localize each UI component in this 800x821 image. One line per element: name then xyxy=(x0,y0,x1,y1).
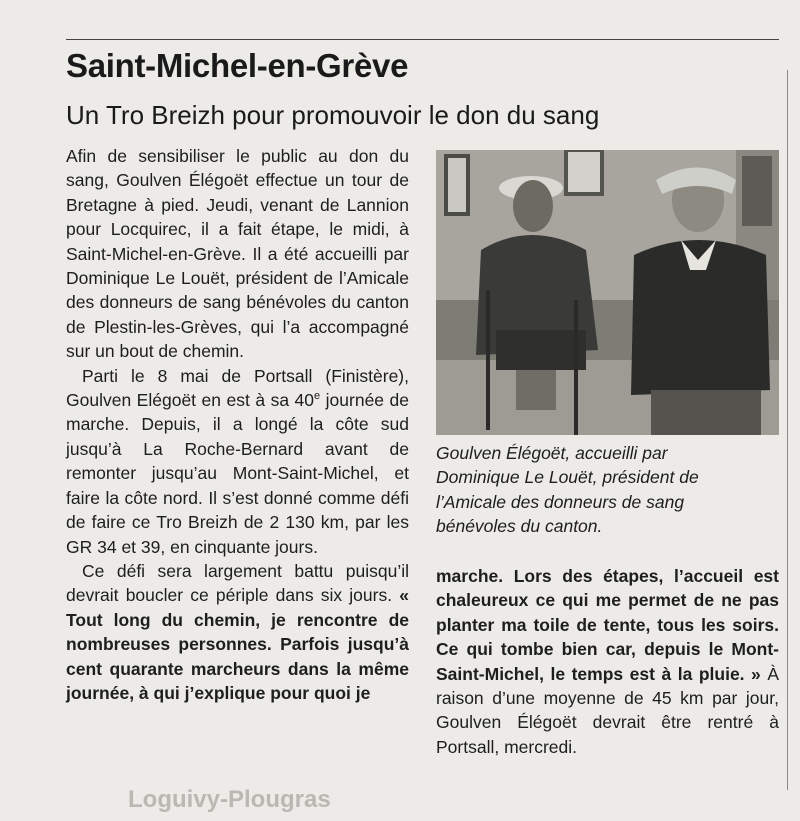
caption-line: Dominique Le Louët, président de xyxy=(436,467,699,488)
quote-part-2: marche. Lors des étapes, l’accueil est chaleureux ce qui me permet de ne pas planter ma toile de tente, tous les soirs. Ce qui tombe bien car, depuis le Mont-Saint-Michel, le temps est à la pluie. » xyxy=(436,566,779,684)
adjacent-article-bleed-top xyxy=(440,0,800,30)
location-headline: Saint-Michel-en-Grève xyxy=(66,47,409,84)
quote-part-1: « Tout long du chemin, je rencontre de nombreuses personnes. Parfois jusqu’à cent quarante marcheurs dans la même journée, à qui j’explique pour quoi je xyxy=(66,585,409,703)
adjacent-heading: Loguivy-Plougras xyxy=(128,786,331,813)
paragraph-3: Ce défi sera largement battu puisqu’il devrait boucler ce périple dans six jours. « Tout long du chemin, je rencontre de nombreuses personnes. Parfois jusqu’à cent quarante marcheurs dans la même journée, à qui j’explique pour quoi je xyxy=(66,560,409,703)
article-title: Un Tro Breizh pour promouvoir le don du sang xyxy=(66,100,600,130)
caption-line: Goulven Élégoët, accueilli par xyxy=(436,443,668,463)
paragraph-1: Afin de sensibiliser le public au don du sang, Goulven Élégoët effectue un tour de Bretagne à pied. Jeudi, venant de Lannion pour Locquirec, il a fait étape, le midi, à Saint-Michel-en-Grève. Il a été accueilli par Dominique Le Louët, président de l’Amicale des donneurs de sang bénévoles du canton de Plestin-les-Grèves, qui l’a accompagné sur un bout de chemin. xyxy=(66,146,409,362)
paragraph-3-continued: marche. Lors des étapes, l’accueil est chaleureux ce qui me permet de ne pas planter ma toile de tente, tous les soirs. Ce qui tombe bien car, depuis le Mont-Saint-Michel, le temps est à la pluie. » À raison d’une moyenne de 45 km par jour, Goulven Élégoët devrait être rentré à Portsall, mercredi. xyxy=(436,566,779,757)
article-photo xyxy=(436,150,779,435)
caption-line: bénévoles du canton. xyxy=(436,516,603,537)
paragraph-2: Parti le 8 mai de Portsall (Finistère), Goulven Elégoët en est à sa 40e journée de marche. Depuis, il a longé la côte sud jusqu’à La Roche-Bernard avant de remonter jusqu’au Mont-Saint-Michel, et faire la côte nord. Il s’est donné comme défi de faire ce Tro Breizh de 2 130 km, par les GR 34 et 39, en cinquante jours. xyxy=(66,365,409,557)
column-rule xyxy=(787,70,788,790)
article-column-right xyxy=(436,564,779,759)
photo-two-men-illustration xyxy=(436,150,779,435)
caption-line: l’Amicale des donneurs de sang xyxy=(436,491,685,512)
photo-caption xyxy=(436,441,779,539)
article-column-left xyxy=(66,144,409,705)
top-rule xyxy=(66,39,779,40)
